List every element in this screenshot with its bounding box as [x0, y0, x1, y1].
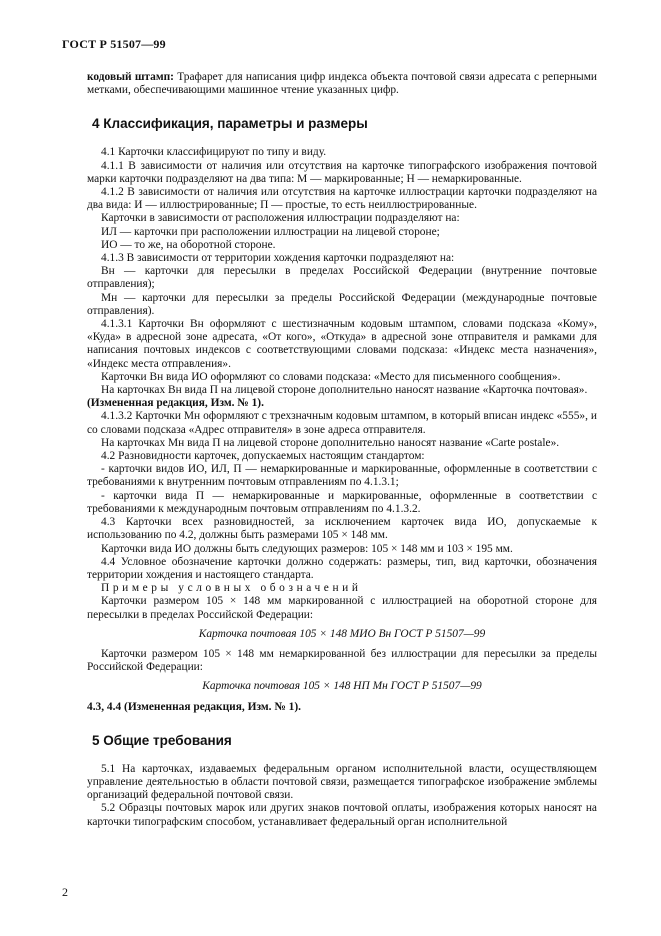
paragraph: 5.2 Образцы почтовых марок или других знаков почтовой оплаты, изображения которых наносят на карточки типографским способом, устанавливает федеральный орган исполнительной — [87, 802, 597, 828]
amendment-note: (Измененная редакция, Изм. № 1). — [87, 397, 264, 410]
page-content — [87, 71, 597, 829]
document-header: ГОСТ Р 51507—99 — [62, 37, 166, 51]
paragraph: Карточки размером 105 × 148 мм маркированной с иллюстрацией на оборотной стороне для пересылки в пределах Российской Федерации: — [87, 595, 597, 621]
paragraph: 4.1.3.1 Карточки Вн оформляют с шестизначным кодовым штампом, словами подсказа «Кому», «Куда» в адресной зоне адресата, «От кого», «Откуда» в адресной зоне отправителя и рамками для написания почтовых индексов с соответствующими словами подсказа: «Индекс места назначения», «Индекс места отправления». — [87, 318, 597, 370]
page-number: 2 — [62, 885, 68, 899]
section-4-heading: 4 Классификация, параметры и размеры — [92, 116, 368, 132]
examples-heading: Примеры условных обозначений — [101, 582, 362, 595]
term-label: кодовый штамп: — [87, 71, 174, 83]
paragraph: - карточки видов ИО, ИЛ, П — немаркированные и маркированные, оформленные в соответствии с требованиями к внутренним почтовым отправлениям по 4.1.3.1; — [87, 463, 597, 489]
amendment-note: 4.3, 4.4 (Измененная редакция, Изм. № 1). — [87, 700, 301, 713]
paragraph: На карточках Вн вида П на лицевой стороне дополнительно наносят название «Карточка почтовая». — [101, 384, 588, 397]
paragraph: Вн — карточки для пересылки в пределах Российской Федерации (внутренние почтовые отправления); — [87, 265, 597, 291]
example-designation-1: Карточка почтовая 105 × 148 МИО Вн ГОСТ Р 51507—99 — [198, 627, 486, 640]
paragraph: Карточки в зависимости от расположения иллюстрации подразделяют на: — [101, 212, 460, 225]
paragraph: 4.4 Условное обозначение карточки должно содержать: размеры, тип, вид карточки, обозначения территории хождения и настоящего стандарта. — [87, 555, 597, 581]
paragraph: ИЛ — карточки при расположении иллюстрации на лицевой стороне; — [101, 225, 440, 238]
paragraph: Карточки размером 105 × 148 мм немаркированной без иллюстрации для пересылки за пределы Российской Федерации: — [87, 647, 597, 674]
section-5-heading: 5 Общие требования — [92, 732, 232, 748]
paragraph: Карточки вида ИО должны быть следующих размеров: 105 × 148 мм и 103 × 195 мм. — [101, 542, 513, 555]
example-designation-2: Карточка почтовая 105 × 148 НП Мн ГОСТ Р 51507—99 — [202, 680, 482, 693]
paragraph: 4.3 Карточки всех разновидностей, за исключением карточек вида ИО, допускаемые к использованию по 4.2, должны быть размерами 105 × 148 мм. — [87, 516, 597, 542]
paragraph: 4.2 Разновидности карточек, допускаемых настоящим стандартом: — [101, 450, 425, 463]
intro-paragraph — [87, 71, 597, 97]
paragraph: На карточках Мн вида П на лицевой стороне дополнительно наносят название «Carte postale». — [101, 436, 560, 449]
paragraph: - карточки вида П — немаркированные и маркированные, оформленные в соответствии с требованиями к международным почтовым отправлениям по 4.1.3.2. — [87, 489, 597, 515]
paragraph: 4.1 Карточки классифицируют по типу и виду. — [101, 146, 327, 159]
term-definition: Трафарет для написания цифр индекса объекта почтовой связи адресата с реперными метками, обеспечивающими машинное чтение указанных цифр. — [87, 71, 597, 97]
paragraph: 4.1.2 В зависимости от наличия или отсутствия на карточке иллюстрации карточки подразделяют на два вида: И — иллюстрированные; П — простые, то есть неиллюстрированные. — [87, 186, 597, 212]
paragraph: 4.1.3.2 Карточки Мн оформляют с трехзначным кодовым штампом, в который вписан индекс «555», и со словами подсказа «Адрес отправителя» в зоне адреса отправителя. — [87, 410, 597, 436]
paragraph: 4.1.3 В зависимости от территории хождения карточки подразделяют на: — [101, 252, 455, 265]
paragraph: ИО — то же, на оборотной стороне. — [101, 238, 276, 251]
paragraph: 4.1.1 В зависимости от наличия или отсутствия на карточке типографского изображения почтовой марки карточки подразделяют на два типа: М — маркированные; Н — немаркированные. — [87, 159, 597, 185]
paragraph: Карточки Вн вида ИО оформляют со словами подсказа: «Место для письменного сообщения». — [101, 370, 561, 383]
paragraph: 5.1 На карточках, издаваемых федеральным органом исполнительной власти, осуществляющем управление деятельностью в области почтовой связи, размещается типографское изображение эмблемы организаций федеральной почтовой связи. — [87, 762, 597, 802]
paragraph: Мн — карточки для пересылки за пределы Российской Федерации (международные почтовые отправления). — [87, 291, 597, 317]
